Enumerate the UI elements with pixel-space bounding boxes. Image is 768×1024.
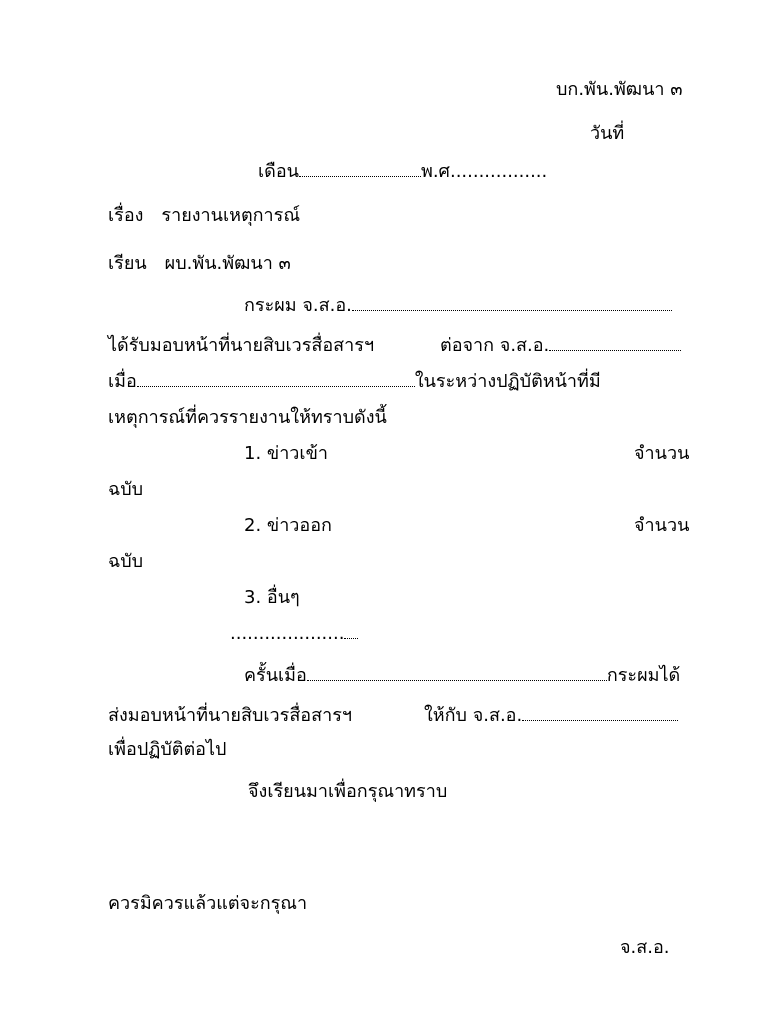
para1-line4: เหตุการณ์ที่ควรรายงานให้ทราบดังนี้ xyxy=(108,407,387,428)
item-1-count-label: จำนวน xyxy=(634,443,690,464)
para2-opening-line xyxy=(244,664,680,690)
para2-line3: เพื่อปฏิบัติต่อไป xyxy=(108,739,227,760)
para2-opening: ครั้นเมื่อ xyxy=(244,665,307,686)
addressee-value: ผบ.พัน.พัฒนา ๓ xyxy=(164,253,291,274)
para2-line2-right-wrap xyxy=(424,704,678,730)
para1-line3 xyxy=(108,370,601,396)
subject-line xyxy=(108,204,300,230)
para1-opening-line xyxy=(244,294,672,320)
date-month-blank[interactable] xyxy=(299,162,421,177)
para1-when-blank[interactable] xyxy=(137,372,415,387)
para1-line2-left: ได้รับมอบหน้าที่นายสิบเวรสื่อสารฯ xyxy=(108,335,375,356)
item-2-count-label: จำนวน xyxy=(634,515,690,536)
para1-line3-left: เมื่อ xyxy=(108,371,137,392)
para1-line3-right: ในระหว่างปฏิบัติหน้าที่มี xyxy=(414,371,601,392)
para2-opening-right: กระผมได้ xyxy=(606,665,681,686)
subject-value: รายงานเหตุการณ์ xyxy=(161,205,301,226)
item-3-blank[interactable] xyxy=(344,624,358,639)
date-year-label: พ.ศ. xyxy=(420,161,456,182)
unit-header: บก.พัน.พัฒนา ๓ xyxy=(556,79,683,100)
date-month-label: เดือน xyxy=(258,161,299,182)
item-3-detail-line xyxy=(230,622,358,648)
item-3-label: 3. อื่นๆ xyxy=(244,587,300,608)
date-year-dots[interactable]: ................ xyxy=(455,161,548,182)
date-day-label: วันที่ xyxy=(590,123,625,144)
item-1-label: 1. ข่าวเข้า xyxy=(244,443,328,464)
addressee-label: เรียน xyxy=(108,253,147,274)
item-2-label: 2. ข่าวออก xyxy=(244,515,332,536)
date-month-year-line xyxy=(258,160,547,186)
item-1-unit: ฉบับ xyxy=(108,479,144,500)
item-3-dots[interactable]: .................... xyxy=(230,623,345,644)
para2-line2-left: ส่งมอบหน้าที่นายสิบเวรสื่อสารฯ xyxy=(108,705,352,726)
para2-when-blank[interactable] xyxy=(307,666,607,681)
para1-line2-right-wrap xyxy=(440,334,681,360)
item-2-unit: ฉบับ xyxy=(108,551,144,572)
para2-line2-right: ให้กับ จ.ส.อ. xyxy=(424,705,523,726)
signature-title: จ.ส.อ. xyxy=(620,937,670,958)
addressee-line xyxy=(108,252,291,278)
para1-line2-right: ต่อจาก จ.ส.อ. xyxy=(440,335,550,356)
subject-label: เรื่อง xyxy=(108,205,144,226)
para1-name-blank[interactable] xyxy=(352,296,672,311)
para1-from-blank[interactable] xyxy=(549,336,681,351)
remark-line: ควรมิควรแล้วแต่จะกรุณา xyxy=(108,893,308,914)
closing-line: จึงเรียนมาเพื่อกรุณาทราบ xyxy=(248,781,448,802)
para2-to-blank[interactable] xyxy=(522,706,678,721)
para1-opening: กระผม จ.ส.อ. xyxy=(244,295,352,316)
